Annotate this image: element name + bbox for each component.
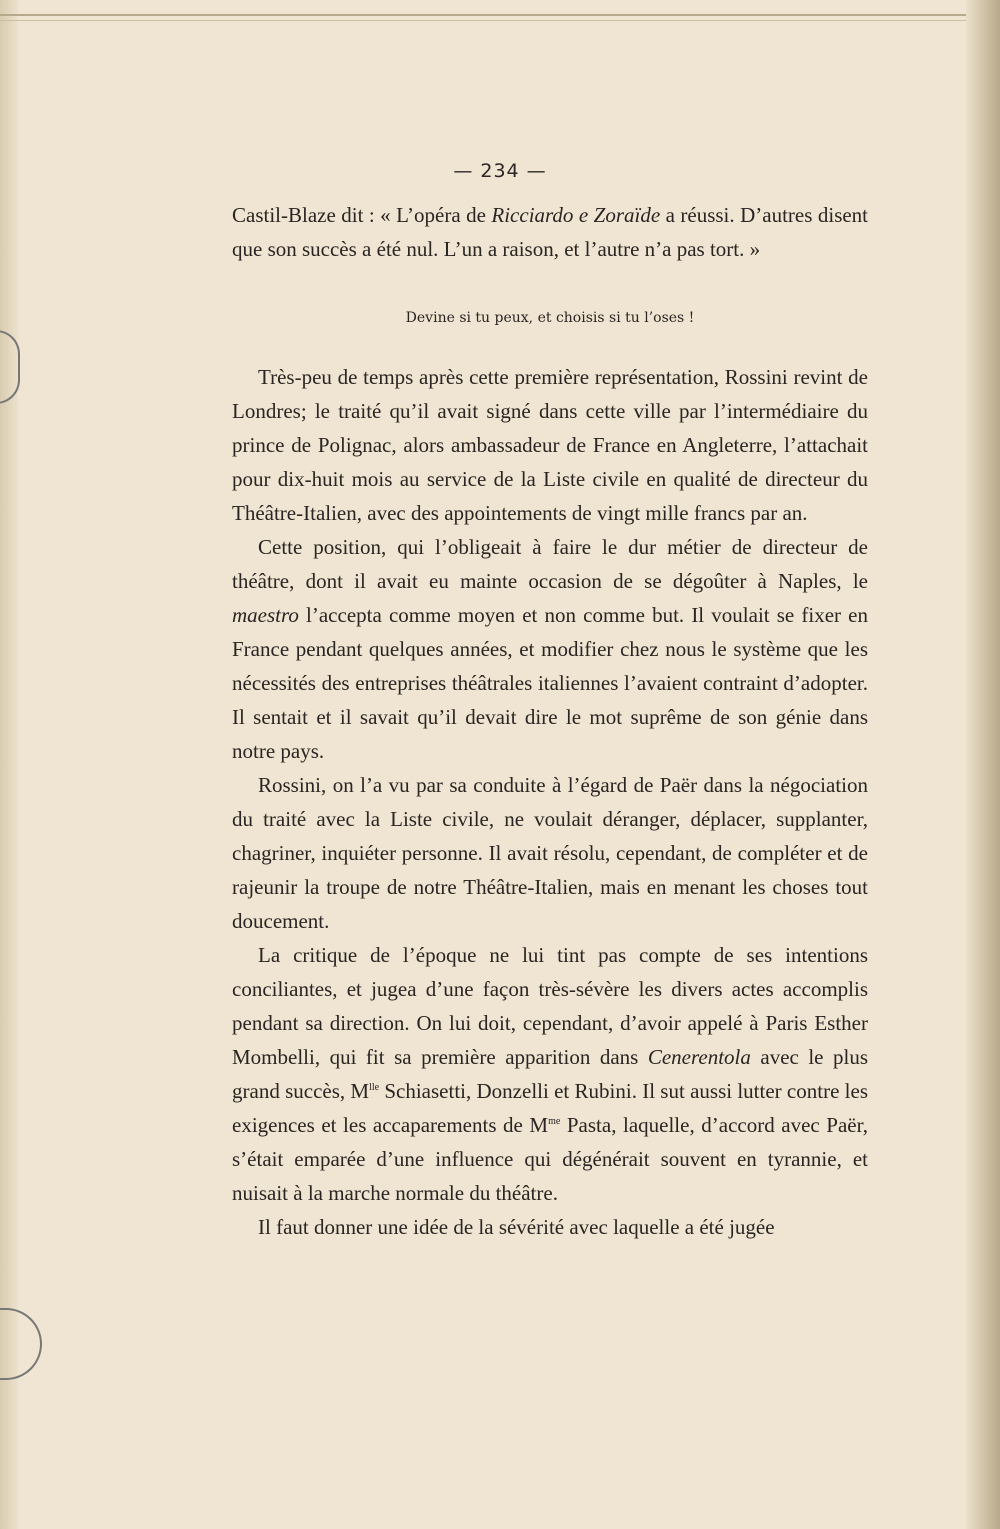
paragraph-6: Il faut donner une idée de la sévérité avec laquelle a été jugée <box>258 1215 775 1239</box>
intro-paragraph <box>232 198 868 266</box>
page-edge-rule <box>0 14 1000 16</box>
epigraph: Devine si tu peux, et choisis si tu l’oses ! <box>405 310 695 326</box>
paragraph-5-mid1: avec le plus grand succès, M <box>232 1045 869 1103</box>
page-edge-rule-2 <box>0 20 1000 21</box>
opera-title: Ricciardo e Zoraïde <box>491 203 661 227</box>
paragraph-5-end: Pasta, laquelle, d’accord avec Paër, s’était emparée d’une influence qui dégénérait souvent en tyrannie, et nuisait à la marche normale du théâtre. <box>232 1113 868 1205</box>
paragraph-5-start: La critique de l’époque ne lui tint pas compte de ses intentions conciliantes, et jugea d’une façon très-sévère les divers actes accomplis pendant sa direction. On lui doit, cependant, d’avoir appelé à Paris Esther Mombelli, qui fit sa première apparition dans <box>232 943 868 1069</box>
binding-ring-mark <box>0 330 20 404</box>
intro-text-start: Castil-Blaze dit : « L’opéra de <box>232 203 492 227</box>
paragraph-5-mid2: Schiasetti, Donzelli et Rubini. Il sut aussi lutter contre les exigences et les accaparements de M <box>232 1079 868 1137</box>
body-text <box>232 360 868 1244</box>
intro-text-end: a réussi. D’autres disent que son succès a été nul. L’un a raison, et l’autre n’a pas tort. » <box>232 203 869 261</box>
paragraph-3-start: Cette position, qui l’obligeait à faire le dur métier de directeur de théâtre, dont il avait eu mainte occasion de se dégoûter à Naples, le <box>232 535 868 593</box>
paragraph-2: Très-peu de temps après cette première représentation, Rossini revint de Londres; le traité qu’il avait signé dans cette ville par l’intermédiaire du prince de Polignac, alors ambassadeur de France en Angleterre, l’attachait pour dix-huit mois au service de la Liste civile en qualité de directeur du Théâtre-Italien, avec des appointements de vingt mille francs par an. <box>232 365 868 525</box>
superscript-lle: lle <box>369 1082 380 1093</box>
binding-ring-mark <box>0 1308 42 1380</box>
page-number: — 234 — <box>453 160 547 182</box>
paragraph-3 <box>232 530 868 768</box>
italic-maestro: maestro <box>232 603 299 627</box>
italic-cenerentola: Cenerentola <box>647 1045 751 1069</box>
paragraph-4: Rossini, on l’a vu par sa conduite à l’égard de Paër dans la négociation du traité avec la Liste civile, ne voulait déranger, déplacer, supplanter, chagriner, inquiéter personne. Il avait résolu, cependant, de compléter et de rajeunir la troupe de notre Théâtre-Italien, mais en menant les choses tout doucement. <box>232 773 868 933</box>
superscript-me: me <box>548 1116 561 1127</box>
paragraph-5 <box>232 938 868 1210</box>
paragraph-3-end: l’accepta comme moyen et non comme but. Il voulait se fixer en France pendant quelques années, et modifier chez nous le système que les nécessités des entreprises théâtrales italiennes l’avaient contraint d’adopter. Il sentait et il savait qu’il devait dire le mot suprême de son génie dans notre pays. <box>232 603 868 763</box>
